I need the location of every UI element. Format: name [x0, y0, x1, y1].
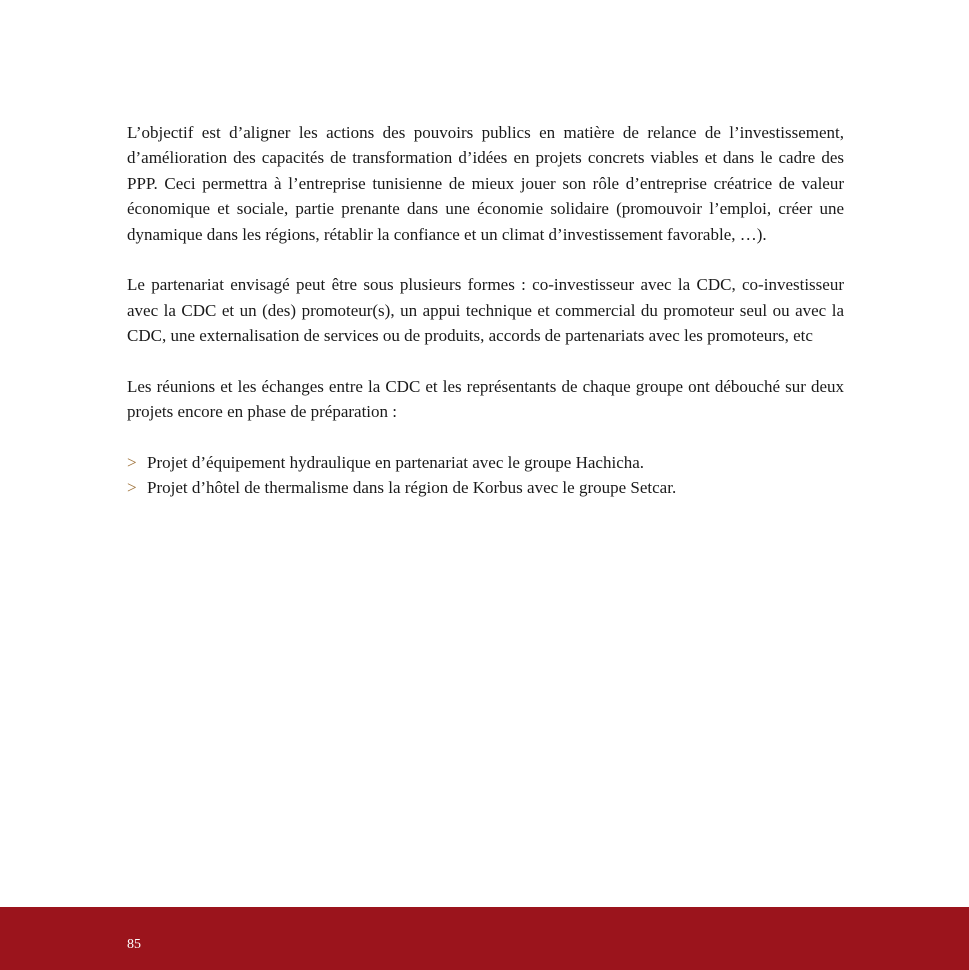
- paragraph-meetings: Les réunions et les échanges entre la CDC et les représentants de chaque groupe ont débouché sur deux projets encore en phase de préparation :: [127, 377, 844, 422]
- list-item-text: Projet d’hôtel de thermalisme dans la région de Korbus avec le groupe Setcar.: [147, 478, 677, 498]
- page-body: [127, 120, 844, 500]
- list-item: [127, 450, 844, 475]
- footer-band: [0, 907, 969, 970]
- list-item: [127, 475, 844, 500]
- bullet-arrow-icon: >: [127, 478, 137, 498]
- paragraph-partnership: Le partenariat envisagé peut être sous plusieurs formes : co-investisseur avec la CDC, co-investisseur avec la CDC et un (des) promoteur(s), un appui technique et commercial du promoteur seul ou avec la CDC, une externalisation de services ou de produits, accords de partenariats avec les promoteurs, etc: [127, 275, 844, 346]
- list-item-text: Projet d’équipement hydraulique en partenariat avec le groupe Hachicha.: [147, 453, 645, 473]
- project-list: [127, 450, 844, 500]
- page-number: 85: [127, 937, 141, 952]
- bullet-arrow-icon: >: [127, 453, 137, 473]
- paragraph-objective: L’objectif est d’aligner les actions des pouvoirs publics en matière de relance de l’investissement, d’amélioration des capacités de transformation d’idées en projets concrets viables et dans le cadre des PPP. Ceci permettra à l’entreprise tunisienne de mieux jouer son rôle d’entreprise créatrice de valeur économique et sociale, partie prenante dans une économie solidaire (promouvoir l’emploi, créer une dynamique dans les régions, rétablir la confiance et un climat d’investissement favorable, …).: [127, 123, 844, 244]
